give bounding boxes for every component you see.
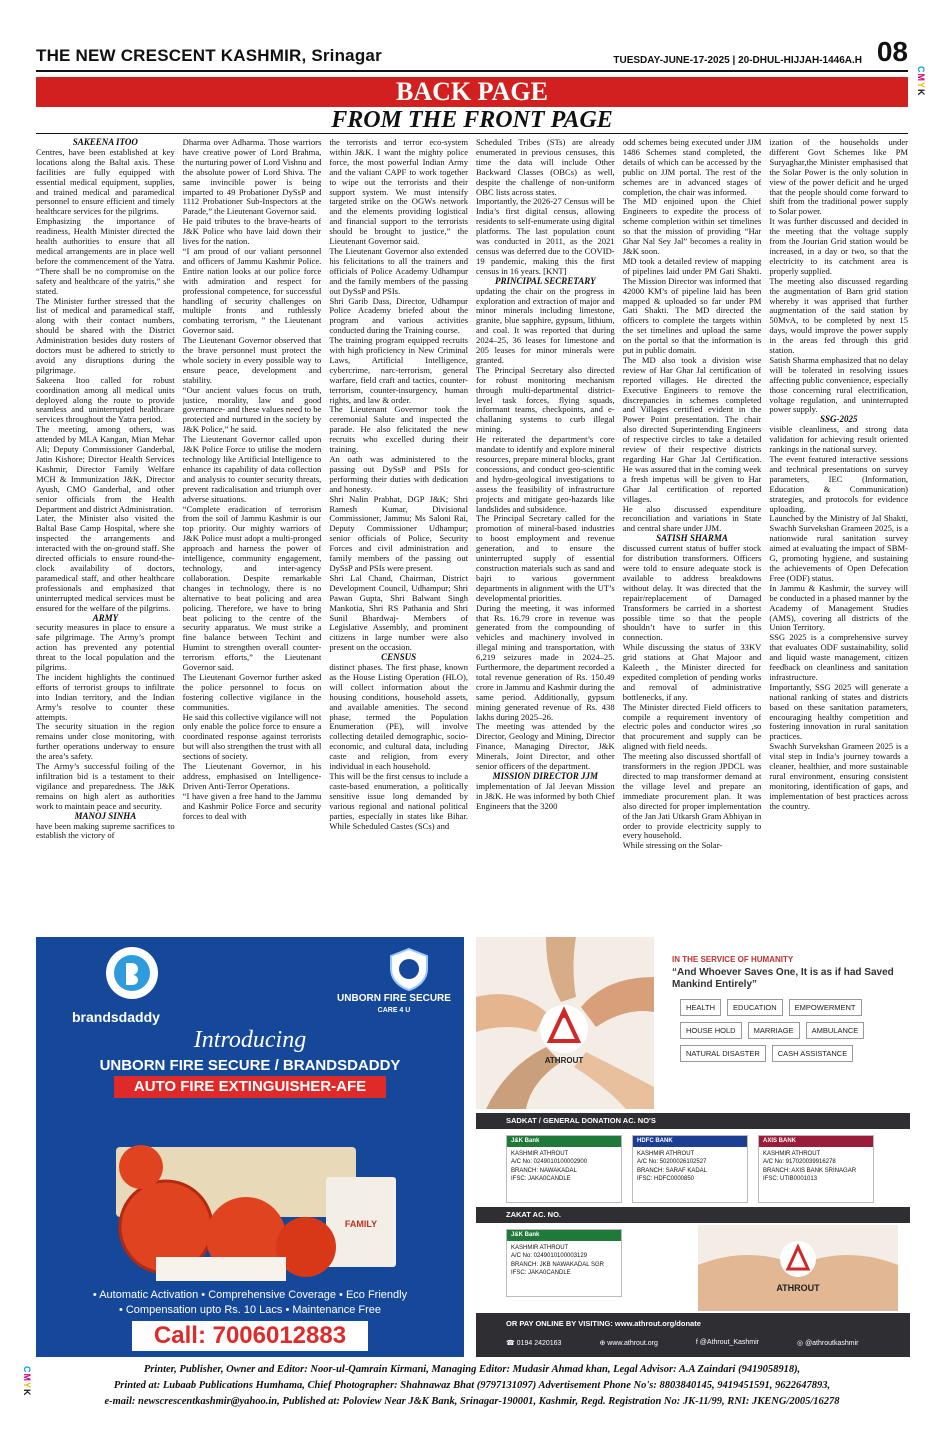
fire-extinguisher-ad	[36, 937, 464, 1357]
article-paragraph: implementation of Jal Jeevan Mission in J&K. He was informed by both Chief Engineers that the 3200	[476, 780, 615, 811]
cmyk-registration-mark-bottom: CMYK	[22, 1366, 32, 1397]
article-paragraph: “I am proud of our valiant personnel and officers of Jammu Kashmir Police. Entire nation looks at our police force with admiration and respect for professional competence, for successful handling of security challenges on multiple fronts and ruthlessly combating terrorism, ” the Lieutenant Governor said.	[182, 245, 322, 336]
athrout-donation-ad	[476, 937, 910, 1357]
article-paragraph: The incident highlights the continued efforts of terrorist groups to infiltrate into Indian territory, and the Indian Army’s resolve to counter these attempts.	[36, 671, 175, 722]
article-column	[769, 138, 908, 930]
bank-name: J&K Bank	[507, 1230, 621, 1241]
article-column	[476, 138, 615, 930]
bank-detail-line: IFSC: JAKA0CANDLE	[511, 1270, 571, 1276]
article-subhead: ARMY	[92, 612, 119, 623]
service-tags	[680, 999, 904, 1062]
article-paragraph: The Army’s successful foiling of the infiltration bid is a testament to their vigilance and preparedness. The J&K remains on high alert as authorities work to maintain peace and security.	[36, 761, 175, 811]
article-paragraph: The Principal Secretary also directed for robust monitoring mechanism through multi-departmental district-level task forces, flying squads, informant teams, checkpoints, and e-challaning systems to curb illegal mining.	[476, 364, 615, 435]
imprint-footer	[36, 1362, 908, 1422]
article-paragraph: Shri Garib Dass, Director, Udhampur Police Academy briefed about the program and various activities conducted during the Training course.	[329, 295, 469, 336]
facebook-icon: f	[695, 1339, 700, 1346]
article-paragraph: security measures in place to ensure a safe pilgrimage. The Army’s prompt action has prevented any potential threat to the local population and the pilgrims.	[36, 622, 175, 673]
article-subhead: SSG-2025	[819, 414, 858, 425]
bank-account-card	[506, 1135, 622, 1203]
pay-online-text: OR PAY ONLINE BY VISITING: www.athrout.org/donate	[506, 1319, 701, 1328]
article-paragraph: Satish Sharma emphasized that no delay will be tolerated in resolving issues affecting public convenience, especially those concerning rural electrification, voltage regulation, and uninterrupted power supply.	[769, 354, 909, 415]
article-paragraph: The Lieutenant Governor called upon J&K Police Force to utilise the modern technology like Artificial Intelligence to enhance its capability of data collection and analysis to counter security threats, prevent radicalisation and triumph over adverse situations.	[182, 434, 322, 504]
article-paragraph: visible cleanliness, and strong data validation for achieving result oriented rankings in the national survey.	[769, 424, 909, 455]
ad-title-line-1: UNBORN FIRE SECURE / BRANDSDADDY	[99, 1057, 401, 1074]
bank-detail-line: KASHMIR ATHROUT	[763, 1150, 821, 1157]
service-tag: EMPOWERMENT	[789, 999, 862, 1016]
article-paragraph: He paid tributes to the brave-hearts of J&K Police who have laid down their lives for the nation.	[182, 216, 322, 247]
call-number: Call: 7006012883	[132, 1321, 368, 1351]
phone-icon: ☎	[506, 1340, 517, 1347]
bank-detail-line: BRANCH: NAWAKADAL	[511, 1167, 577, 1174]
contact-text: www.athrout.org	[607, 1340, 658, 1347]
article-paragraph: It was further discussed and decided in the meeting that the voltage supply from the Jourian Grid station would be increased, in a day or two, so that the electricity to its catchment area is properly supplied.	[769, 216, 909, 276]
article-column	[183, 138, 322, 930]
svg-text:ATHROUT: ATHROUT	[776, 1283, 820, 1293]
partner-logo-text: UNBORN FIRE SECURE CARE 4 U	[337, 993, 451, 1014]
zakat-bank-card	[506, 1229, 622, 1297]
page-number: 08	[876, 36, 908, 67]
article-paragraph: discussed current status of buffer stock for distribution transformers. Officers were told to ensure adequate stock is available to address breakdowns without delay. It was directed that the repair/replacement of Damaged Transformers be carried in a shortest possible time so that the people shouldn’t have to surfer in this connection.	[622, 543, 762, 643]
section-banner: BACK PAGE	[36, 77, 908, 107]
imprint-line-2: Printed at: Lubaab Publications Humhama, Chief Photographer: Shahnawaz Bhat (9797131097) Advertisement Phone No's: 8803840145, 9419451591, 9622647893,	[113, 1380, 831, 1391]
imprint-line-1: Printer, Publisher, Owner and Editor: Noor-ul-Qamrain Kirmani, Managing Editor: Mudasir Ahmad khan, Legal Advisor: A.A Zaindari (9419058918),	[143, 1364, 801, 1375]
article-paragraph: Scheduled Tribes (STs) are already enumerated in previous censuses, this time the data will include Other Backward Classes (OBCs) as well, despite the challenge of non-uniform OBC lists across states.	[476, 138, 615, 197]
article-paragraph: distinct phases. The first phase, known as the House Listing Operation (HLO), will collect information about the housing conditions, household assets, and available amenities. The second phase, termed the Population Enumeration (PE), will involve collecting detailed demographic, socio-economic, and cultural data, including caste and religion, from every individual in each household.	[329, 662, 469, 772]
contact-list	[506, 1339, 858, 1347]
article-column	[623, 138, 762, 930]
article-paragraph: Sakeena Itoo called for robust coordination among all medical units deployed along the route to provide seamless and uninterrupted healthcare services throughout the Yatra period.	[36, 374, 175, 425]
hands-logo-image	[698, 1225, 898, 1311]
zakat-bar: ZAKAT AC. NO.	[476, 1207, 910, 1223]
fire-extinguisher-ball-product-image	[96, 1107, 408, 1285]
bank-name: AXIS BANK	[759, 1136, 873, 1147]
article-paragraph: The Minister further stressed that the list of medical and paramedical staff, along with their contact numbers, should be shared with the District Administration besides duty rosters of doctors must be adhered to strictly to avoid any disruptions during the pilgrimage.	[36, 295, 175, 375]
svg-text:FAMILY: FAMILY	[344, 1219, 378, 1229]
article-paragraph: Importantly, SSG 2025 will generate a national ranking of states and districts based on these sanitation parameters, encouraging healthy competition and fostering innovation in rural sanitation practices.	[769, 681, 909, 742]
article-paragraph: Shri Nalin Prabhat, DGP J&K; Shri Ramesh Kumar, Divisional Commissioner, Jammu; Ms Saloni Rai, Deputy Commissioner Udhampur; senior officials of Police, Security Forces and civil administration and family members of the passing out DySsP and PSIs were present.	[329, 493, 469, 573]
article-subhead: MISSION DIRECTOR JJM	[492, 771, 599, 781]
article-paragraph: An oath was administered to the passing out DySsP and PSIs for performing their duties with dedication and honesty.	[329, 454, 469, 494]
article-paragraph: This will be the first census to include a caste-based enumeration, a politically sensitive issue long demanded by various regional and national political parties, especially in states like Bihar. While Scheduled Castes (SCs) and	[329, 771, 469, 831]
pay-online-bar	[476, 1313, 910, 1357]
article-paragraph: Swachh Survekshan Grameen 2025 is a vital step in India’s journey towards a cleaner, healthier, and more sustainable rural environment, ensuring consistent monitoring, identification of gaps, and implementation of best practices across the country.	[769, 741, 909, 811]
bank-detail-line: KASHMIR ATHROUT	[637, 1150, 695, 1157]
service-tag: CASH ASSISTANCE	[772, 1045, 853, 1062]
contact-item	[797, 1339, 858, 1347]
bank-name: J&K Bank	[507, 1136, 621, 1147]
article-paragraph: The Lieutenant Governor also extended his felicitations to all the trainers and officials of Police Academy Udhampur and the family members of the passing out DySsP and PSIs.	[329, 245, 469, 296]
bank-detail-line: IFSC: UTIB0001013	[763, 1176, 818, 1182]
instagram-icon: ◎	[797, 1340, 806, 1347]
article-subhead: MANOJ SINHA	[74, 810, 137, 821]
article-paragraph: He reiterated the department’s core mandate to identify and explore mineral resources, prepare mineral blocks, grant concessions, and conduct geo-scientific and hydro-geological investigations to assess the feasibility of infrastructure projects and mitigate geo-hazards like landslides and subsidence.	[476, 434, 615, 514]
article-paragraph: MD took a detailed review of mapping of pipelines laid under PM Gati Shakti. The Mission Director was informed that 42000 KM’s of pipeline laid has been mapped & uploaded so far under PM Gati Shakti. The MD directed the officers to complete the targets within the set timelines and upload the same on the portal so that the information is put in public domain.	[622, 255, 762, 356]
article-paragraph: “Our ancient values focus on truth, justice, morality, law and good governance- and these values need to be protected and nurtured in the society by J&K Police,” he said.	[182, 384, 322, 435]
brand-name: brandsdaddy	[72, 1009, 160, 1025]
article-paragraph: The meeting, among others, was attended by MLA Kangan, Mian Mehar Ali; Deputy Commissioner Ganderbal, Jatin Kishore; Director Health Services Kashmir, Director Family Welfare MCH & Immunization J&K, Director Ayush, CMO Ganderbal, and other senior officials from the Health Department and district Administration.	[36, 424, 175, 514]
article-column	[36, 138, 175, 930]
page-header	[36, 36, 908, 72]
article-paragraph: While stressing on the Solar-	[622, 840, 723, 851]
service-tag: EDUCATION	[727, 999, 783, 1016]
article-paragraph: “I have given a free hand to the Jammu and Kashmir Police Force and security forces to deal with	[182, 790, 322, 821]
bank-detail-line: KASHMIR ATHROUT	[511, 1150, 569, 1157]
article-paragraph: Shri Lal Chand, Chairman, District Development Council, Udhampur; Shri Pawan Gupta, Shri Balwant Singh Mankotia, Shri RS Pathania and Shri Sunil Bhardwaj- Members of Legislative Assembly, and prominent citizens in large number were also present on the occasion.	[329, 572, 469, 653]
article-paragraph: Importantly, the 2026-27 Census will be India’s first digital census, allowing residents to self-enumerate using digital platforms. The last population count was conducted in 2011, as the 2021 census was deferred due to the COVID-19 pandemic, making this the first census in 16 years. [KNT]	[476, 196, 615, 276]
bank-detail-line: IFSC: HDFC0000850	[637, 1176, 695, 1182]
article-paragraph: Emphasizing the importance of readiness, Health Minister directed the health authorities to ensure that all medical arrangements are in place well before the commencement of the Yatra. “There shall be no compromise on the safety and healthcare of the yatris,” she stated.	[36, 216, 175, 296]
article-paragraph: ization of the households under different Govt Schemes like PM Suryaghar,the Minister emphasised that the Solar Power is the only solution in view of the power deficit and he urged that the people should come forward to shift from the traditional power supply to Solar power.	[769, 138, 909, 217]
article-paragraph: odd schemes being executed under JJM 1486 Schemes stand completed, the details of which can be accessed by the public on JJM portal. The rest of the schemes are in advanced stages of completion, the chair was informed.	[622, 138, 762, 197]
article-paragraph: Later, the Minister also visited the Baltal Base Camp Hospital, where she inspected the arrangements and interacted with the on-ground staff. She directed officials to ensure round-the-clock availability of doctors, paramedical staff, and other healthcare professionals and emphasized that uninterrupted medical services must be ensured for the welfare of the pilgrims.	[36, 513, 175, 613]
article-paragraph: The meeting also discussed shortfall of transformers in the region JPDCL was directed to map transformer demand at the village level and prepare an immediate procurement plan. It was also directed for proper implementation of the Jan Jati Utkarsh Gram Abhiyan in order to provide electricity supply to every household.	[622, 751, 762, 841]
bank-detail-line: BRANCH: AXIS BANK SRINAGAR	[763, 1167, 857, 1174]
article-subhead: SATISH SHARMA	[656, 533, 728, 544]
features-line-2: • Compensation upto Rs. 10 Lacs • Maintenance Free	[118, 1304, 382, 1316]
bank-detail-line: KASHMIR ATHROUT	[511, 1244, 569, 1251]
contact-text: @athroutkashmir	[805, 1340, 859, 1347]
article-paragraph: While discussing the status of 33KV grid stations at Ghat Majoor and Kaleeth , the Minister directed for expedited completion of pending works and removal of administrative bottlenecks, if any.	[622, 642, 762, 702]
service-tag: HEALTH	[680, 999, 721, 1016]
article-paragraph: The event featured interactive sessions and technical presentations on survey parameters, IEC (Information, Education & Communication) strategies, and protocols for evidence uploading.	[769, 454, 909, 514]
globe-icon: ⊕	[599, 1340, 608, 1347]
bank-detail-line: A/C No: 50200026102527	[637, 1159, 707, 1165]
contact-text: @Athrout_Kashmir	[699, 1339, 759, 1346]
article-paragraph: updating the chair on the progress in exploration and extraction of major and minor minerals including limestone, granite, blue sapphire, gypsum, lithium, and coal. It was reported that during 2024–25, 36 leases for limestone and 205 leases for minor minerals were granted.	[476, 285, 615, 365]
article-paragraph: The Lieutenant Governor took the ceremonial Salute and inspected the parade. He also felicitated the new recruits who excelled during their training.	[329, 404, 469, 455]
ad-title-line-2: AUTO FIRE EXTINGUISHER-AFE	[114, 1076, 386, 1098]
article-paragraph: The MD also took a division wise review of Har Ghar Jal certification of reported villages. He directed the Executive Engineers to remove the discrepancies in schemes completed and Villages certified evident in the Power Point presentation. The chair also directed Superintending Engineers of respective circles to take a detailed review of their respective districts regarding Har Ghar Jal Certification. He was assured that in the coming week a fresh impetus will be given to Har Ghar Jal certification of reported villages.	[622, 354, 762, 504]
imprint-line-3: e-mail: newscrescentkashmir@yahoo.in, Published at: Poloview Near J&K Bank, Srinagar-190001, Kashmir, Regd. Registration No: JK-11/99, RNI: JKENG/2005/16278	[104, 1396, 840, 1407]
contact-item	[696, 1339, 759, 1347]
article-paragraph: In Jammu & Kashmir, the survey will be conducted in a phased manner by the Academy of Management Studies (AMS), covering all districts of the Union Territory.	[769, 582, 909, 633]
article-paragraph: Dharma over Adharma. Those warriors have creative power of Lord Brahma, the nurturing power of Lord Vishnu and the absolute power of Lord Shiva. The same invincible power is being imparted to 49 Probationer DySsP and 1112 Probationer Sub-Inspectors at the Parade,” the Lieutenant Governor said.	[182, 138, 322, 217]
contact-item	[506, 1339, 561, 1347]
article-paragraph: The Principal Secretary called for the promotion of mineral-based industries to boost employment and revenue generation, and to ensure the uninterrupted supply of essential construction materials such as sand and bajri to various government departments in alignment with the UT’s developmental priorities.	[476, 513, 615, 603]
sadkat-bar: SADKAT / GENERAL DONATION AC. NO'S	[476, 1113, 910, 1129]
article-paragraph: During the meeting, it was informed that Rs. 16.79 crore in revenue was generated from the compounding of vehicles and machinery involved in illegal mining and transportation, with 6,219 seizures made in 2024–25. Furthermore, the department recorded a total revenue generation of Rs. 150.49 crore in Jammu and Kashmir during the same period. Additionally, gypsum mining generated revenue of Rs. 438 lakhs during 2025–26.	[476, 602, 615, 722]
service-tag: AMBULANCE	[806, 1022, 865, 1039]
article-columns	[36, 138, 908, 930]
article-paragraph: He said this collective vigilance will not only enable the police force to ensure a coordinated response against terrorists but will also strengthen the trust with all sections of society.	[182, 711, 322, 762]
article-paragraph: The training program equipped recruits with high proficiency in New Criminal Laws, Artificial Intelligence, cybercrime, narc-terrorism, general warfare, field craft and tactics, counter-terrorism, counter-insurgency, human rights, and law & order.	[329, 335, 469, 405]
article-paragraph: Launched by the Ministry of Jal Shakti, Swachh Survekshan Grameen 2025, is a nationwide rural sanitation survey aimed at evaluating the impact of SBM-G, promoting hygiene, and sustaining the achievements of Open Defecation Free (ODF) status.	[769, 513, 909, 583]
article-paragraph: the terrorists and terror eco-system within J&K. I want the mighty police force, the most powerful Indian Army and the valiant CAPF to work together to wipe out the terrorists and their support system. We must intensify targeted strike on the OGWs network and the elements providing logistical and financial support to the terrorists should be brought to justice,” the Lieutenant Governor said.	[329, 138, 469, 247]
shield-icon	[388, 947, 430, 991]
article-paragraph: The Lieutenant Governor further asked the police personnel to focus on fostering collective vigilance in the communities.	[182, 671, 322, 712]
bank-detail-line: A/C No: 917020039916278	[763, 1159, 836, 1165]
cmyk-registration-mark-top: CMYK	[916, 66, 926, 97]
bank-detail-line: IFSC: JAKA0CANDLE	[511, 1176, 571, 1182]
article-paragraph: Centres, have been established at key locations along the Baltal axis. These facilities are fully equipped with essential medical equipment, supplies, and trained medical and paramedical personnel to ensure efficient and timely healthcare services for the pilgrims.	[36, 146, 175, 217]
bank-name: HDFC BANK	[633, 1136, 747, 1147]
service-tag: NATURAL DISASTER	[680, 1045, 766, 1062]
brandsdaddy-logo-icon	[106, 947, 158, 999]
service-tag: MARRIAGE	[748, 1022, 800, 1039]
bank-account-card	[632, 1135, 748, 1203]
service-tag: HOUSE HOLD	[680, 1022, 742, 1039]
svg-text:ATHROUT: ATHROUT	[544, 1056, 584, 1065]
article-paragraph: The meeting was attended by the Director, Geology and Mining, Director Finance, Managing Director, J&K Minerals, Joint Director, and other senior officers of the department.	[476, 721, 615, 772]
bank-detail-line: A/C No: 0249010100002900	[511, 1159, 588, 1165]
features-line-1: • Automatic Activation • Comprehensive Coverage • Eco Friendly	[92, 1289, 408, 1301]
bank-detail-line: BRANCH: JKB NAWAKADAL SGR	[511, 1261, 605, 1268]
intro-text: Introducing	[193, 1027, 307, 1053]
bank-detail-line: BRANCH: SARAF KADAL	[637, 1167, 708, 1174]
article-column	[329, 138, 468, 930]
article-subhead: PRINCIPAL SECRETARY	[495, 275, 596, 286]
article-subhead: CENSUS	[381, 652, 417, 663]
article-paragraph: have been making supreme sacrifices to establish the victory of	[36, 820, 175, 841]
article-paragraph: The security situation in the region remains under close monitoring, with further operations underway to ensure the area’s safety.	[36, 721, 175, 762]
quote-text: “And Whoever Saves One, It is as if had Saved Mankind Entirely”	[672, 967, 894, 990]
service-heading: IN THE SERVICE OF HUMANITY	[672, 955, 794, 964]
contact-item	[599, 1339, 657, 1347]
article-paragraph: The Lieutenant Governor observed that the brave personnel must protect the whole society in every possible way to ensure peace, development and stability.	[182, 335, 322, 385]
contact-text: 0194 2420163	[516, 1340, 562, 1347]
article-paragraph: The MD enjoined upon the Chief Engineers to expedite the process of scheme completion within set timelines so that the mission of providing “Har Ghar Nal Sey Jal” becomes a reality in J&K soon.	[622, 196, 762, 256]
article-paragraph: He also discussed expenditure reconciliation and variations in State and central share under JJM.	[622, 503, 762, 534]
article-paragraph: “Complete eradication of terrorism from the soil of Jammu Kashmir is our top priority. Our mighty warriors of J&K Police must adopt a multi-pronged approach and harness the power of intelligence, community engagement, technology, and inter-agency collaboration. Despite remarkable changes in technology, there is no alternative to beat policing and area policing. Therefore, we have to bring beat policing to the centre of the security apparatus. We must strike a fine balance between Techint and Humint to strengthen overall counter-terrorism efforts,” the Lieutenant Governor said.	[182, 503, 322, 673]
article-paragraph: The Lieutenant Governor, in his address, emphasised on Intelligence-Driven Anti-Terror Operations.	[182, 761, 322, 791]
section-subbanner: FROM THE FRONT PAGE	[36, 107, 908, 134]
article-paragraph: SSG 2025 is a comprehensive survey that evaluates ODF sustainability, solid and liquid waste management, citizen feedback on cleanliness and sanitation infrastructure.	[769, 632, 909, 682]
bank-detail-line: A/C No: 0249010100003129	[511, 1253, 588, 1259]
bank-account-card	[758, 1135, 874, 1203]
article-paragraph: The Minister directed Field officers to compile a requirement inventory of electric poles and conductor wires ,so that procurement and supply can be aligned with field needs.	[622, 701, 762, 752]
dateline: TUESDAY-JUNE-17-2025 | 20-DHUL-HIJJAH-1446A.H	[613, 55, 862, 66]
masthead: THE NEW CRESCENT KASHMIR, Srinagar	[36, 46, 382, 65]
joined-hands-image	[476, 937, 654, 1109]
article-paragraph: The meeting also discussed regarding the augmentation of Barn grid station whereby it was apprised that further augmentation of the said station by 50MvA, to be completed by next 15 days, would improve the power supply in the areas fed through this grid station.	[769, 275, 909, 356]
article-subhead: SAKEENA ITOO	[72, 138, 138, 147]
